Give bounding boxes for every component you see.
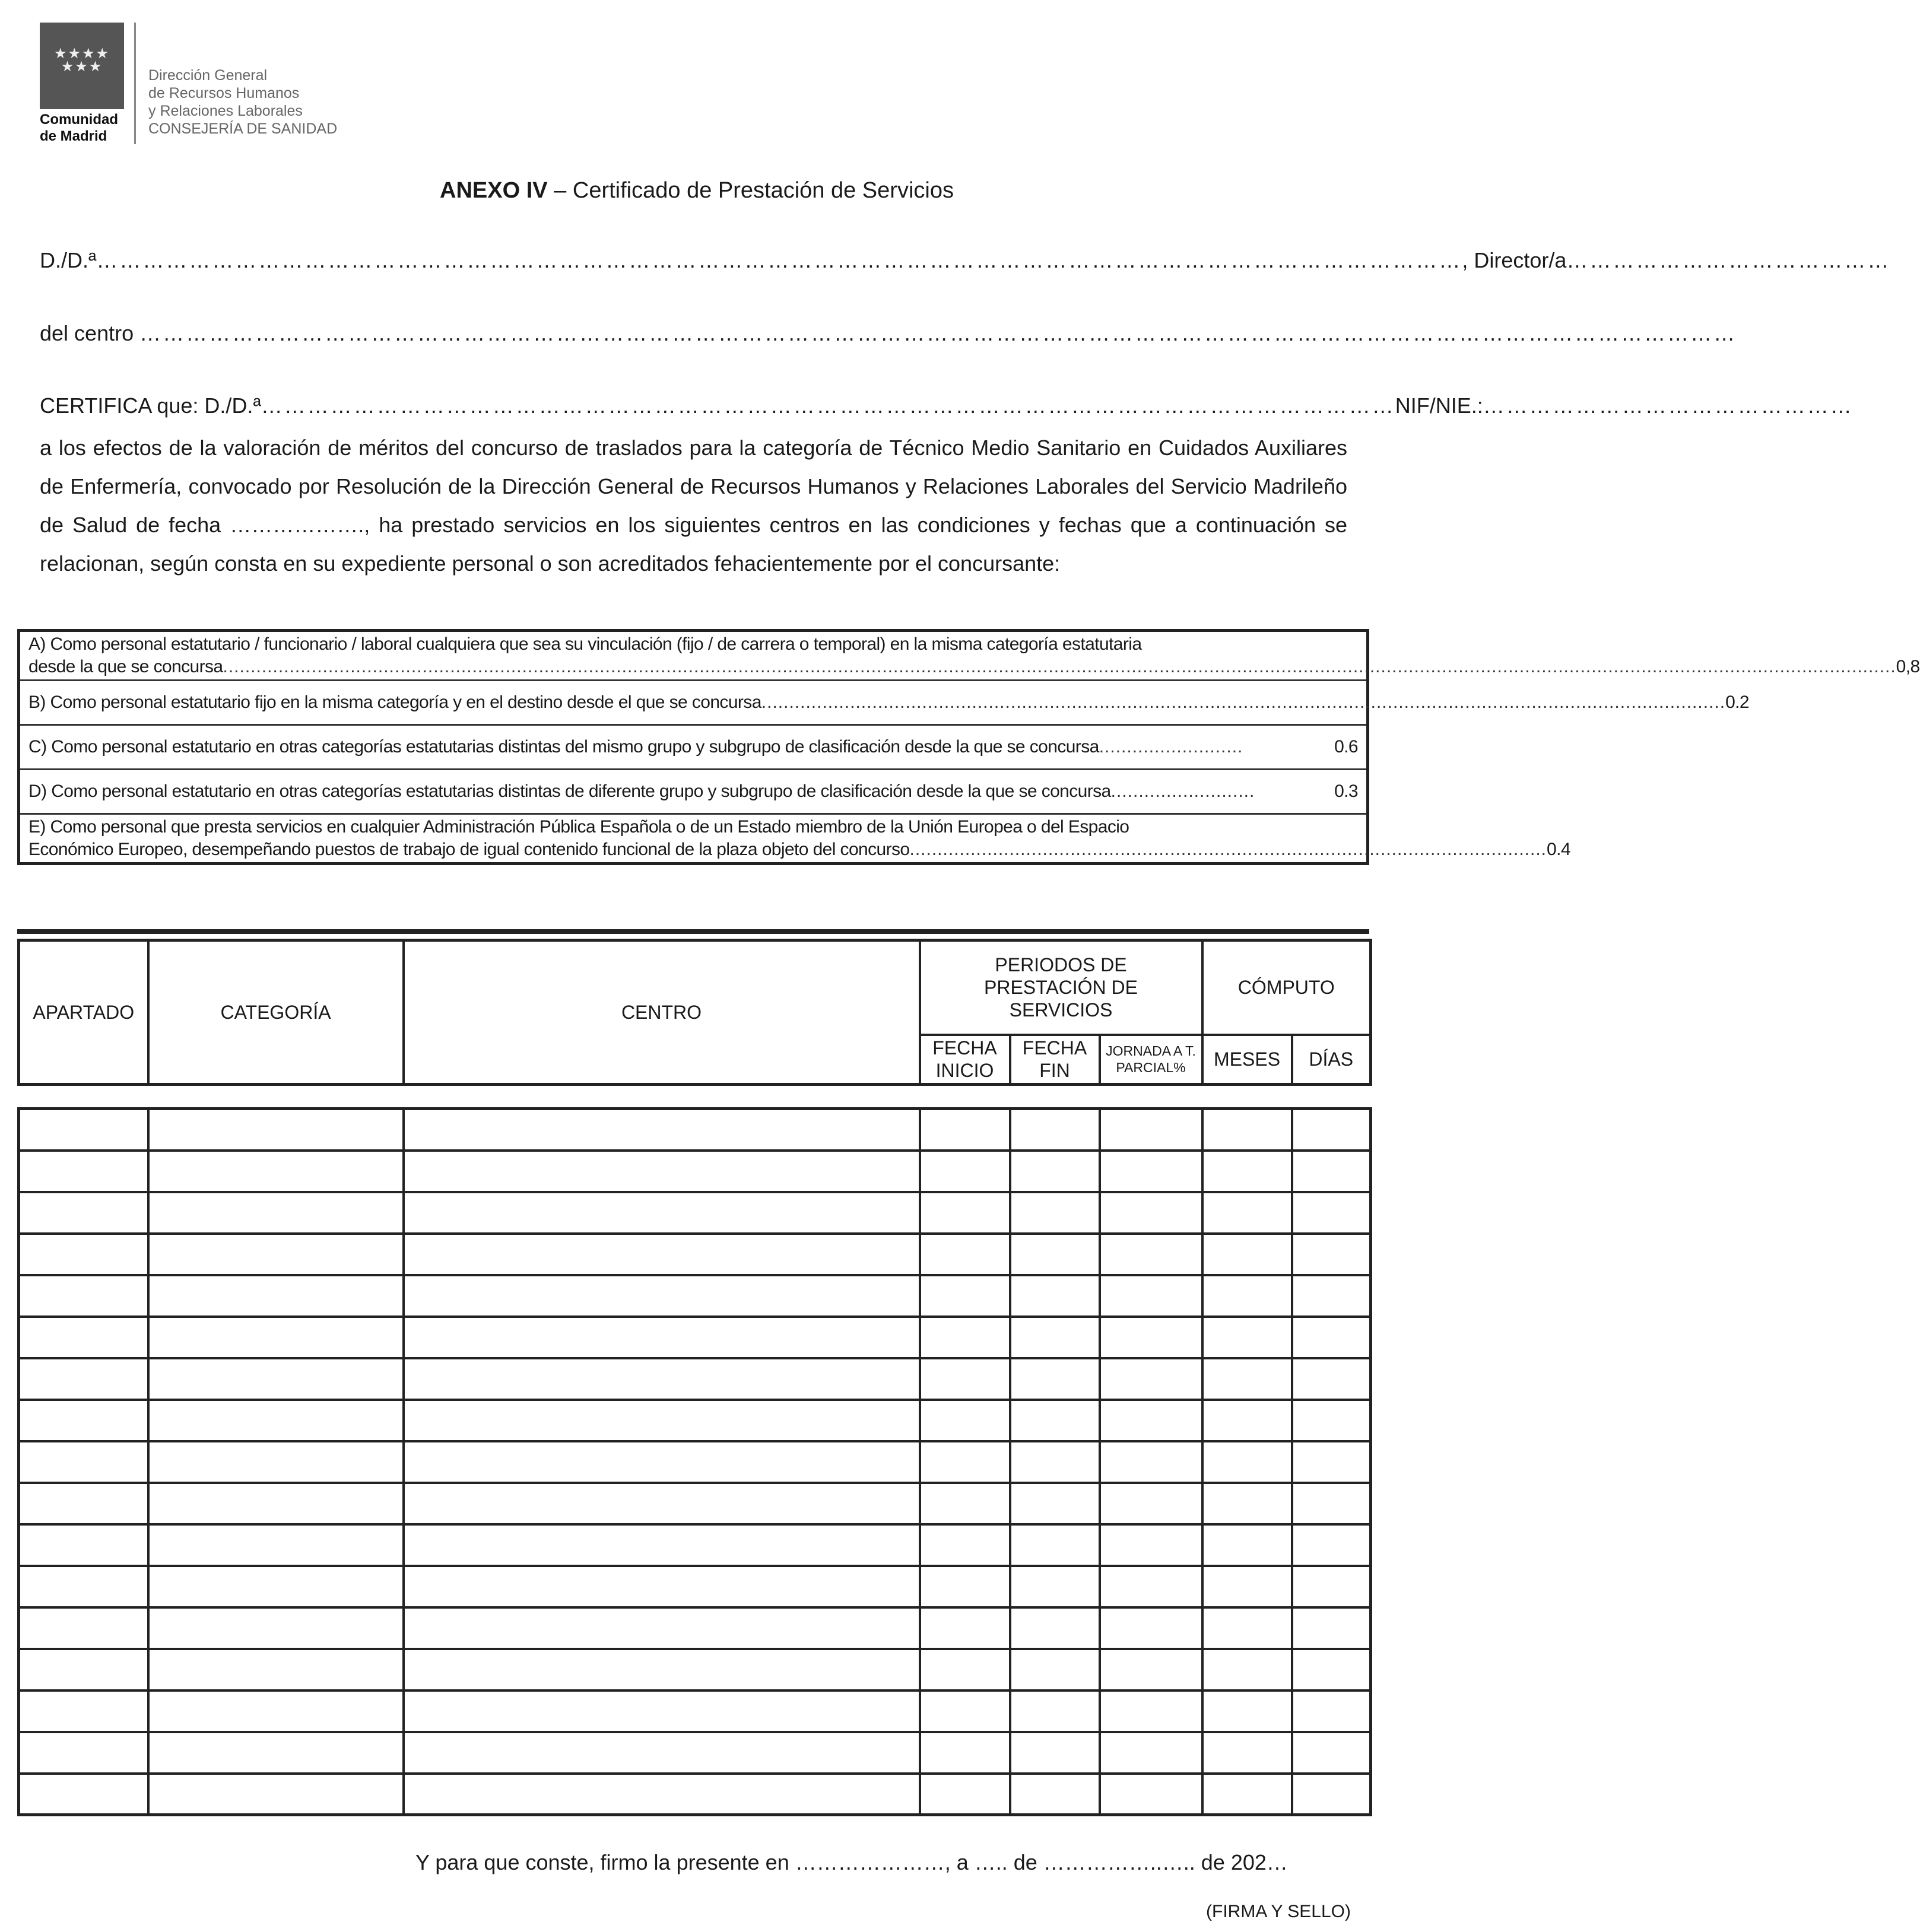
table-row (19, 1109, 1371, 1151)
org-line: y Relaciones Laborales (148, 103, 303, 119)
org-line: Dirección General (148, 67, 268, 84)
cell-categoria[interactable] (148, 1151, 404, 1192)
cell-fecha-fin[interactable] (1010, 1690, 1100, 1732)
dot-leader: ................................................................................................................... (909, 840, 1547, 859)
cell-fecha-inicio[interactable] (920, 1234, 1010, 1275)
cell-categoria[interactable] (148, 1483, 404, 1524)
criterion-value: 0.2 (1725, 692, 1749, 712)
criterion-d (20, 768, 1366, 813)
cell-jornada[interactable] (1100, 1109, 1202, 1151)
cell-fecha-inicio[interactable] (920, 1441, 1010, 1483)
cell-dias[interactable] (1292, 1732, 1371, 1774)
cell-centro[interactable] (404, 1690, 920, 1732)
cell-dias[interactable] (1292, 1524, 1371, 1566)
cell-apartado[interactable] (19, 1109, 148, 1151)
cell-meses[interactable] (1202, 1400, 1292, 1441)
cell-meses[interactable] (1202, 1234, 1292, 1275)
cell-jornada[interactable] (1100, 1275, 1202, 1317)
cell-jornada[interactable] (1100, 1441, 1202, 1483)
cell-dias[interactable] (1292, 1317, 1371, 1358)
header-apartado: APARTADO (19, 940, 148, 1085)
table-row (19, 1483, 1371, 1524)
cell-categoria[interactable] (148, 1774, 404, 1815)
cell-fecha-inicio[interactable] (920, 1483, 1010, 1524)
criterion-text: desde la que se concursa (28, 657, 223, 676)
certifica-label: CERTIFICA que: D./D.ª (40, 393, 261, 418)
header-centro: CENTRO (404, 940, 920, 1085)
cell-fecha-fin[interactable] (1010, 1732, 1100, 1774)
criterion-text: A) Como personal estatutario / funcionario / laboral cualquiera que sea su vinculación (fijo / de carrera o temporal) en la misma categoría estatutaria (28, 634, 1142, 654)
cell-dias[interactable] (1292, 1607, 1371, 1649)
criterion-text: C) Como personal estatutario en otras categorías estatutarias distintas del mismo grupo y subgrupo de clasificación desde la que se concursa (28, 737, 1099, 757)
cell-categoria[interactable] (148, 1358, 404, 1400)
cell-apartado[interactable] (19, 1774, 148, 1815)
logo-line: Comunidad (40, 112, 118, 128)
cell-meses[interactable] (1202, 1524, 1292, 1566)
cell-fecha-inicio[interactable] (920, 1400, 1010, 1441)
table-row (19, 1524, 1371, 1566)
cell-fecha-fin[interactable] (1010, 1607, 1100, 1649)
table-top-rule (17, 929, 1369, 934)
certified-name-field[interactable]: ………………………………………………………………………………………………………………………………… (261, 393, 1395, 418)
cell-apartado[interactable] (19, 1524, 148, 1566)
criteria-box (17, 629, 1920, 865)
cell-apartado[interactable] (19, 1441, 148, 1483)
cell-fecha-inicio[interactable] (920, 1192, 1010, 1234)
criterion-text: D) Como personal estatutario en otras categorías estatutarias distintas de diferente grupo y subgrupo de clasificación desde la que se concursa (28, 781, 1111, 801)
cell-centro[interactable] (404, 1732, 920, 1774)
criterion-a (20, 632, 1920, 679)
signature-label: (FIRMA Y SELLO) (1206, 1902, 1351, 1921)
cell-apartado[interactable] (19, 1317, 148, 1358)
director-label: , Director/a (1462, 248, 1567, 272)
director-line (40, 248, 1891, 273)
cell-categoria[interactable] (148, 1732, 404, 1774)
criterion-value: 0.4 (1547, 840, 1570, 859)
cell-apartado[interactable] (19, 1151, 148, 1192)
header-fecha-fin: FECHA FIN (1010, 1035, 1100, 1085)
cell-fecha-inicio[interactable] (920, 1774, 1010, 1815)
cell-centro[interactable] (404, 1774, 920, 1815)
cell-fecha-fin[interactable] (1010, 1566, 1100, 1607)
cell-centro[interactable] (404, 1524, 920, 1566)
cell-apartado[interactable] (19, 1649, 148, 1690)
criterion-text: E) Como personal que presta servicios en cualquier Administración Pública Española o de un Estado miembro de la Unión Europea o del Espacio (28, 817, 1129, 837)
criterion-b (20, 679, 1749, 724)
cell-meses[interactable] (1202, 1317, 1292, 1358)
cell-fecha-inicio[interactable] (920, 1607, 1010, 1649)
cell-centro[interactable] (404, 1400, 920, 1441)
certifica-line (40, 393, 1854, 418)
cell-fecha-fin[interactable] (1010, 1151, 1100, 1192)
cell-meses[interactable] (1202, 1151, 1292, 1192)
cell-jornada[interactable] (1100, 1151, 1202, 1192)
criterion-value: 0,8 (1896, 657, 1920, 676)
cell-dias[interactable] (1292, 1358, 1371, 1400)
cell-apartado[interactable] (19, 1483, 148, 1524)
cell-fecha-fin[interactable] (1010, 1524, 1100, 1566)
cell-dias[interactable] (1292, 1566, 1371, 1607)
cell-centro[interactable] (404, 1109, 920, 1151)
cell-categoria[interactable] (148, 1524, 404, 1566)
cell-meses[interactable] (1202, 1483, 1292, 1524)
cell-dias[interactable] (1292, 1234, 1371, 1275)
table-row (19, 1732, 1371, 1774)
cell-jornada[interactable] (1100, 1524, 1202, 1566)
cell-meses[interactable] (1202, 1358, 1292, 1400)
logo-divider (134, 23, 136, 144)
criterion-text: Económico Europeo, desempeñando puestos de trabajo de igual contenido funcional de la plaza objeto del concurso (28, 840, 910, 859)
header-meses: MESES (1202, 1035, 1292, 1085)
cell-dias[interactable] (1292, 1109, 1371, 1151)
cell-fecha-inicio[interactable] (920, 1151, 1010, 1192)
cell-apartado[interactable] (19, 1690, 148, 1732)
centro-line (40, 321, 1737, 346)
certification-paragraph: a los efectos de la valoración de méritos del concurso de traslados para la categoría de Técnico Medio Sanitario en Cuidados Auxiliares de Enfermería, convocado por Resolución de la Dirección General de Recursos Humanos y Relaciones Laborales del Servicio Madrileño de Salud de fecha ………………., ha prestado servicios en los siguientes centros en las condiciones y fechas que a continuación se relacionan, según consta en su expediente personal o son acreditados fehacientemente por el concursante: (40, 436, 1347, 576)
services-table-header (17, 939, 1372, 1086)
cell-meses[interactable] (1202, 1774, 1292, 1815)
table-row (19, 1774, 1371, 1815)
table-row (19, 1690, 1371, 1732)
cell-categoria[interactable] (148, 1400, 404, 1441)
cell-jornada[interactable] (1100, 1358, 1202, 1400)
cell-jornada[interactable] (1100, 1607, 1202, 1649)
logo-line: de Madrid (40, 128, 107, 144)
cell-apartado[interactable] (19, 1358, 148, 1400)
dd-label: D./D.ª (40, 248, 97, 272)
cell-apartado[interactable] (19, 1566, 148, 1607)
cell-centro[interactable] (404, 1483, 920, 1524)
cell-fecha-fin[interactable] (1010, 1317, 1100, 1358)
cell-apartado[interactable] (19, 1607, 148, 1649)
table-row (19, 1275, 1371, 1317)
cell-fecha-fin[interactable] (1010, 1774, 1100, 1815)
cell-fecha-inicio[interactable] (920, 1732, 1010, 1774)
cell-fecha-fin[interactable] (1010, 1192, 1100, 1234)
cell-categoria[interactable] (148, 1109, 404, 1151)
table-row (19, 1234, 1371, 1275)
cell-dias[interactable] (1292, 1690, 1371, 1732)
cell-jornada[interactable] (1100, 1732, 1202, 1774)
cell-fecha-fin[interactable] (1010, 1275, 1100, 1317)
cell-centro[interactable] (404, 1275, 920, 1317)
criterion-c (20, 724, 1366, 768)
cell-categoria[interactable] (148, 1234, 404, 1275)
cell-meses[interactable] (1202, 1275, 1292, 1317)
cell-fecha-fin[interactable] (1010, 1358, 1100, 1400)
cell-centro[interactable] (404, 1317, 920, 1358)
dot-leader: .......................... (1110, 781, 1255, 801)
cell-dias[interactable] (1292, 1275, 1371, 1317)
cell-meses[interactable] (1202, 1566, 1292, 1607)
cell-fecha-inicio[interactable] (920, 1317, 1010, 1358)
cell-fecha-fin[interactable] (1010, 1441, 1100, 1483)
cell-apartado[interactable] (19, 1400, 148, 1441)
cell-dias[interactable] (1292, 1192, 1371, 1234)
cell-dias[interactable] (1292, 1649, 1371, 1690)
cell-fecha-inicio[interactable] (920, 1690, 1010, 1732)
cell-categoria[interactable] (148, 1566, 404, 1607)
table-row (19, 1607, 1371, 1649)
organization-name (148, 66, 337, 138)
cell-centro[interactable] (404, 1649, 920, 1690)
cell-dias[interactable] (1292, 1441, 1371, 1483)
cell-jornada[interactable] (1100, 1566, 1202, 1607)
cell-jornada[interactable] (1100, 1690, 1202, 1732)
cell-jornada[interactable] (1100, 1317, 1202, 1358)
cell-dias[interactable] (1292, 1400, 1371, 1441)
criterion-e (20, 813, 1570, 862)
cell-centro[interactable] (404, 1566, 920, 1607)
cell-meses[interactable] (1202, 1690, 1292, 1732)
cell-jornada[interactable] (1100, 1192, 1202, 1234)
cell-jornada[interactable] (1100, 1774, 1202, 1815)
cell-centro[interactable] (404, 1151, 920, 1192)
org-line: de Recursos Humanos (148, 85, 300, 101)
cell-categoria[interactable] (148, 1441, 404, 1483)
cell-jornada[interactable] (1100, 1483, 1202, 1524)
director-name-field[interactable]: …………………………………………………………………………………………………………………………………………………………… (96, 248, 1462, 272)
table-row (19, 1566, 1371, 1607)
criterion-text: B) Como personal estatutario fijo en la misma categoría y en el destino desde el que se concursa (28, 692, 761, 712)
criterion-value: 0.3 (1334, 781, 1358, 801)
director-field[interactable]: …………………………………… (1566, 248, 1891, 272)
cell-meses[interactable] (1202, 1607, 1292, 1649)
signature-statement: Y para que conste, firmo la presente en …………………, a ….. de ……………..….. de 202… (415, 1850, 1288, 1874)
title-rest: – Certificado de Prestación de Servicios (547, 178, 954, 203)
dot-leader: .............................................................................................................................................................................. (761, 692, 1726, 712)
cell-fecha-fin[interactable] (1010, 1234, 1100, 1275)
table-row (19, 1400, 1371, 1441)
header-categoria: CATEGORÍA (148, 940, 404, 1085)
document-title (0, 178, 1394, 204)
centro-label: del centro (40, 321, 134, 345)
cell-dias[interactable] (1292, 1151, 1371, 1192)
table-row (19, 1441, 1371, 1483)
nif-label: NIF/NIE.: (1395, 393, 1483, 418)
cell-centro[interactable] (404, 1607, 920, 1649)
cell-fecha-inicio[interactable] (920, 1649, 1010, 1690)
org-line: CONSEJERÍA DE SANIDAD (148, 120, 338, 137)
table-row (19, 1192, 1371, 1234)
cell-jornada[interactable] (1100, 1400, 1202, 1441)
dot-leader: .......................... (1099, 737, 1243, 757)
cell-meses[interactable] (1202, 1192, 1292, 1234)
cell-jornada[interactable] (1100, 1234, 1202, 1275)
centro-field[interactable]: ……………………………………………………………………………………………………………………………………………………………………………………… (139, 321, 1737, 345)
cell-apartado[interactable] (19, 1192, 148, 1234)
cell-fecha-inicio[interactable] (920, 1358, 1010, 1400)
header-computo: CÓMPUTO (1202, 940, 1371, 1035)
table-row (19, 1649, 1371, 1690)
cell-dias[interactable] (1292, 1774, 1371, 1815)
cell-fecha-fin[interactable] (1010, 1649, 1100, 1690)
table-row (19, 1317, 1371, 1358)
header-dias: DÍAS (1292, 1035, 1371, 1085)
table-row (19, 1358, 1371, 1400)
cell-centro[interactable] (404, 1441, 920, 1483)
cell-categoria[interactable] (148, 1275, 404, 1317)
header-jornada: JORNADA A T. PARCIAL% (1100, 1035, 1202, 1085)
cell-centro[interactable] (404, 1192, 920, 1234)
cell-fecha-inicio[interactable] (920, 1566, 1010, 1607)
cell-categoria[interactable] (148, 1690, 404, 1732)
cell-apartado[interactable] (19, 1234, 148, 1275)
criterion-value: 0.6 (1334, 737, 1358, 757)
cell-fecha-inicio[interactable] (920, 1524, 1010, 1566)
cell-apartado[interactable] (19, 1732, 148, 1774)
nif-field[interactable]: ………………………………………… (1483, 393, 1854, 418)
table-row (19, 1151, 1371, 1192)
logo-stars: ★★★★ ★★★ (53, 46, 110, 75)
cell-fecha-fin[interactable] (1010, 1109, 1100, 1151)
cell-centro[interactable] (404, 1234, 920, 1275)
cell-fecha-inicio[interactable] (920, 1275, 1010, 1317)
cell-meses[interactable] (1202, 1441, 1292, 1483)
cell-categoria[interactable] (148, 1317, 404, 1358)
cell-fecha-fin[interactable] (1010, 1483, 1100, 1524)
logo-text (40, 112, 118, 145)
cell-centro[interactable] (404, 1358, 920, 1400)
dot-leader: .............................................................................................................................................................................................................................................................................................................. (223, 657, 1896, 676)
cell-categoria[interactable] (148, 1649, 404, 1690)
cell-fecha-fin[interactable] (1010, 1400, 1100, 1441)
cell-fecha-inicio[interactable] (920, 1109, 1010, 1151)
cell-categoria[interactable] (148, 1192, 404, 1234)
cell-jornada[interactable] (1100, 1649, 1202, 1690)
cell-apartado[interactable] (19, 1275, 148, 1317)
header-fecha-inicio: FECHA INICIO (920, 1035, 1010, 1085)
cell-categoria[interactable] (148, 1607, 404, 1649)
cell-meses[interactable] (1202, 1649, 1292, 1690)
services-table-body (17, 1107, 1372, 1816)
header-periodos: PERIODOS DE PRESTACIÓN DE SERVICIOS (920, 940, 1202, 1035)
cell-meses[interactable] (1202, 1732, 1292, 1774)
cell-dias[interactable] (1292, 1483, 1371, 1524)
title-bold: ANEXO IV (440, 178, 548, 203)
cell-meses[interactable] (1202, 1109, 1292, 1151)
